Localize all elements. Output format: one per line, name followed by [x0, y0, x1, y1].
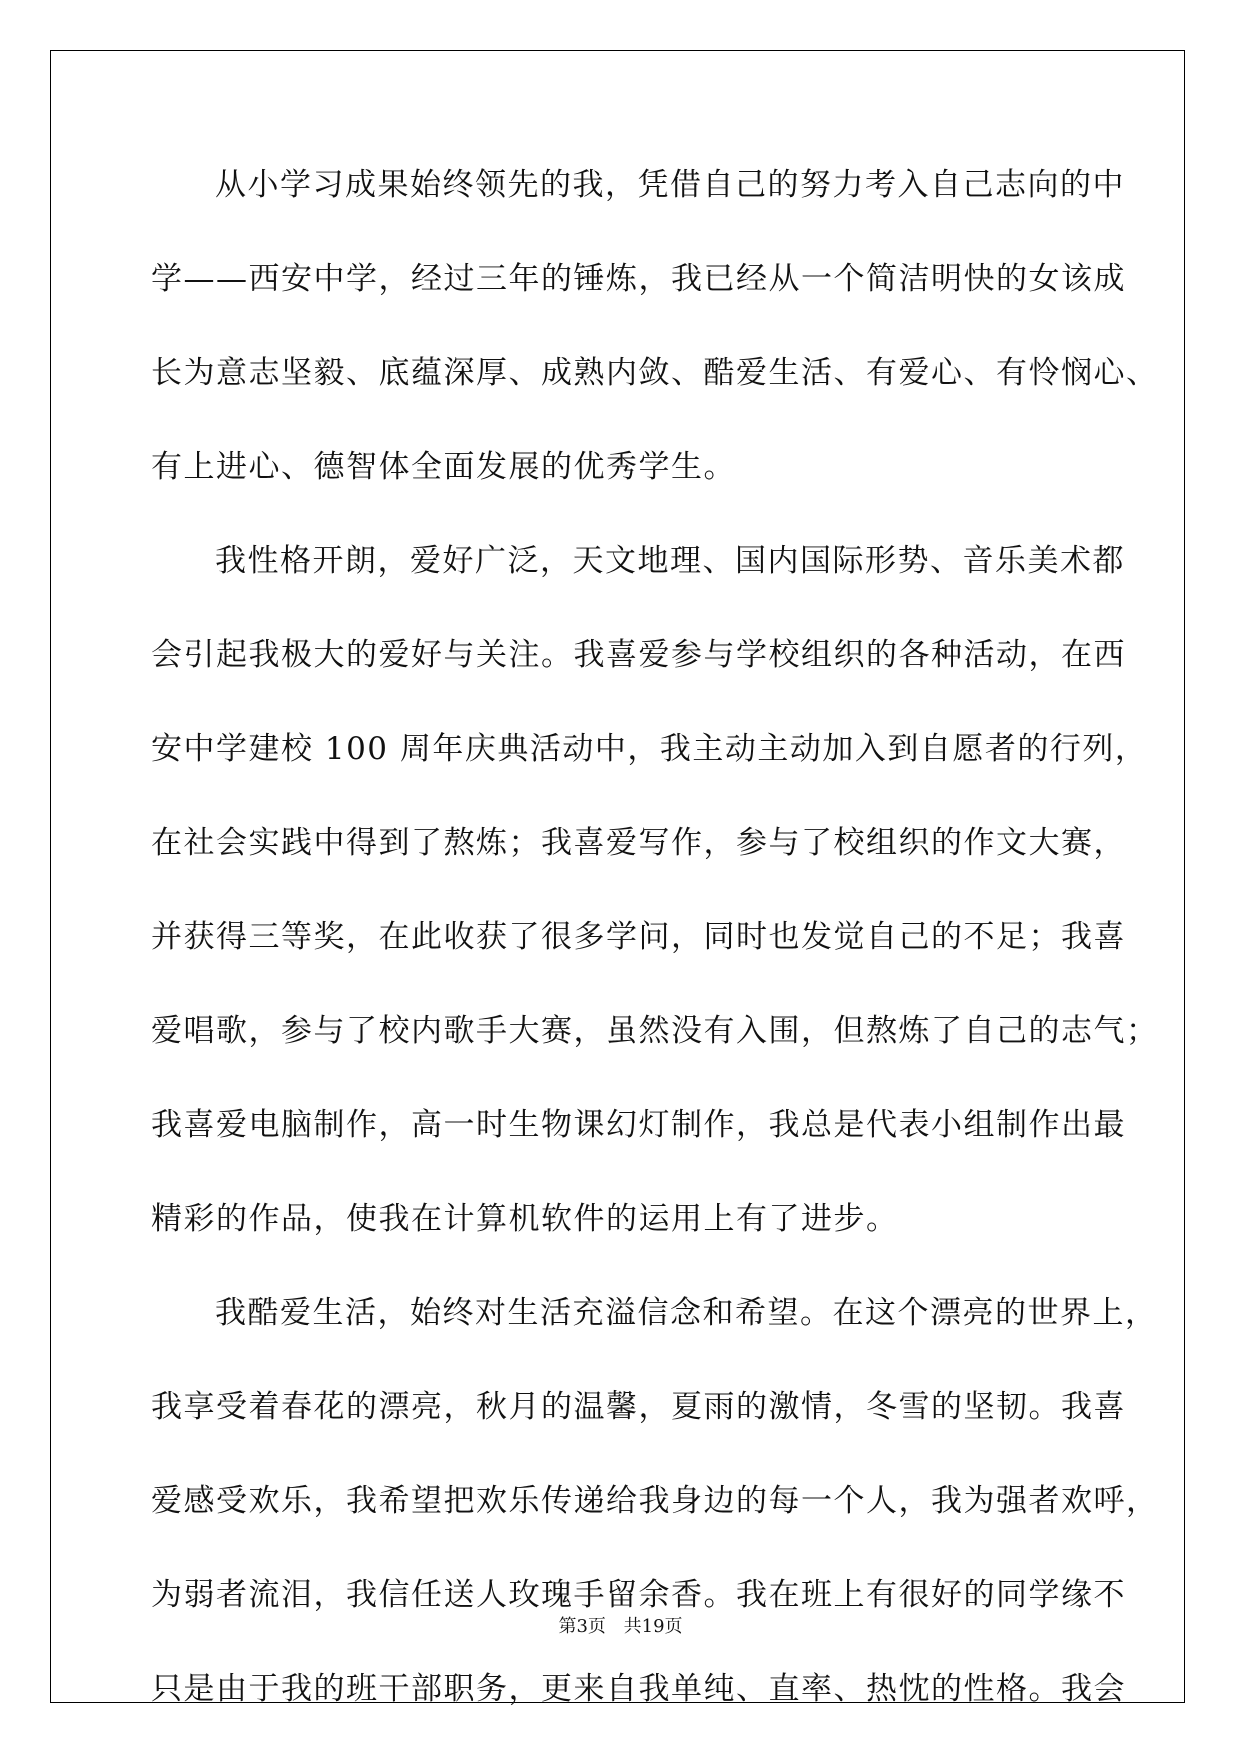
paragraph-3-line-2: 我享受着春花的漂亮，秋月的温馨，夏雨的激情，冬雪的坚韧。我喜 [151, 1389, 1126, 1425]
paragraph-3-line-4: 为弱者流泪，我信任送人玫瑰手留余香。我在班上有很好的同学缘不 [151, 1577, 1126, 1613]
paragraph-1-line-2: 学——西安中学，经过三年的锤炼，我已经从一个简洁明快的女该成 [151, 261, 1126, 297]
page-footer [0, 1612, 1241, 1638]
paragraph-3-line-3: 爱感受欢乐，我希望把欢乐传递给我身边的每一个人，我为强者欢呼， [151, 1483, 1159, 1519]
page-number-current: 第3页 [558, 1616, 606, 1637]
paragraph-2-line-7: 我喜爱电脑制作，高一时生物课幻灯制作，我总是代表小组制作出最 [151, 1107, 1126, 1143]
paragraph-2-line-3: 安中学建校 100 周年庆典活动中，我主动主动加入到自愿者的行列， [151, 731, 1148, 767]
paragraph-1-line-1: 从小学习成果始终领先的我，凭借自己的努力考入自己志向的中 [215, 167, 1125, 203]
paragraph-2-line-5: 并获得三等奖，在此收获了很多学问，同时也发觉自己的不足；我喜 [151, 919, 1126, 955]
paragraph-1-line-3: 长为意志坚毅、底蕴深厚、成熟内敛、酷爱生活、有爱心、有怜悯心、 [151, 355, 1159, 391]
paragraph-2-line-1: 我性格开朗，爱好广泛，天文地理、国内国际形势、音乐美术都 [215, 543, 1125, 579]
document-body [151, 163, 1159, 1761]
paragraph-1-line-4: 有上进心、德智体全面发展的优秀学生。 [151, 449, 736, 485]
paragraph-3-line-5: 只是由于我的班干部职务，更来自我单纯、直率、热忱的性格。我会 [151, 1671, 1126, 1707]
page-number-total: 共19页 [623, 1616, 683, 1637]
paragraph-2-line-4: 在社会实践中得到了熬炼；我喜爱写作，参与了校组织的作文大赛， [151, 825, 1126, 861]
paragraph-2-line-2: 会引起我极大的爱好与关注。我喜爱参与学校组织的各种活动，在西 [151, 637, 1126, 673]
paragraph-2-line-8: 精彩的作品，使我在计算机软件的运用上有了进步。 [151, 1201, 899, 1237]
paragraph-2-line-6: 爱唱歌，参与了校内歌手大赛，虽然没有入围，但熬炼了自己的志气； [151, 1013, 1159, 1049]
paragraph-3-line-1: 我酷爱生活，始终对生活充溢信念和希望。在这个漂亮的世界上， [215, 1295, 1158, 1331]
